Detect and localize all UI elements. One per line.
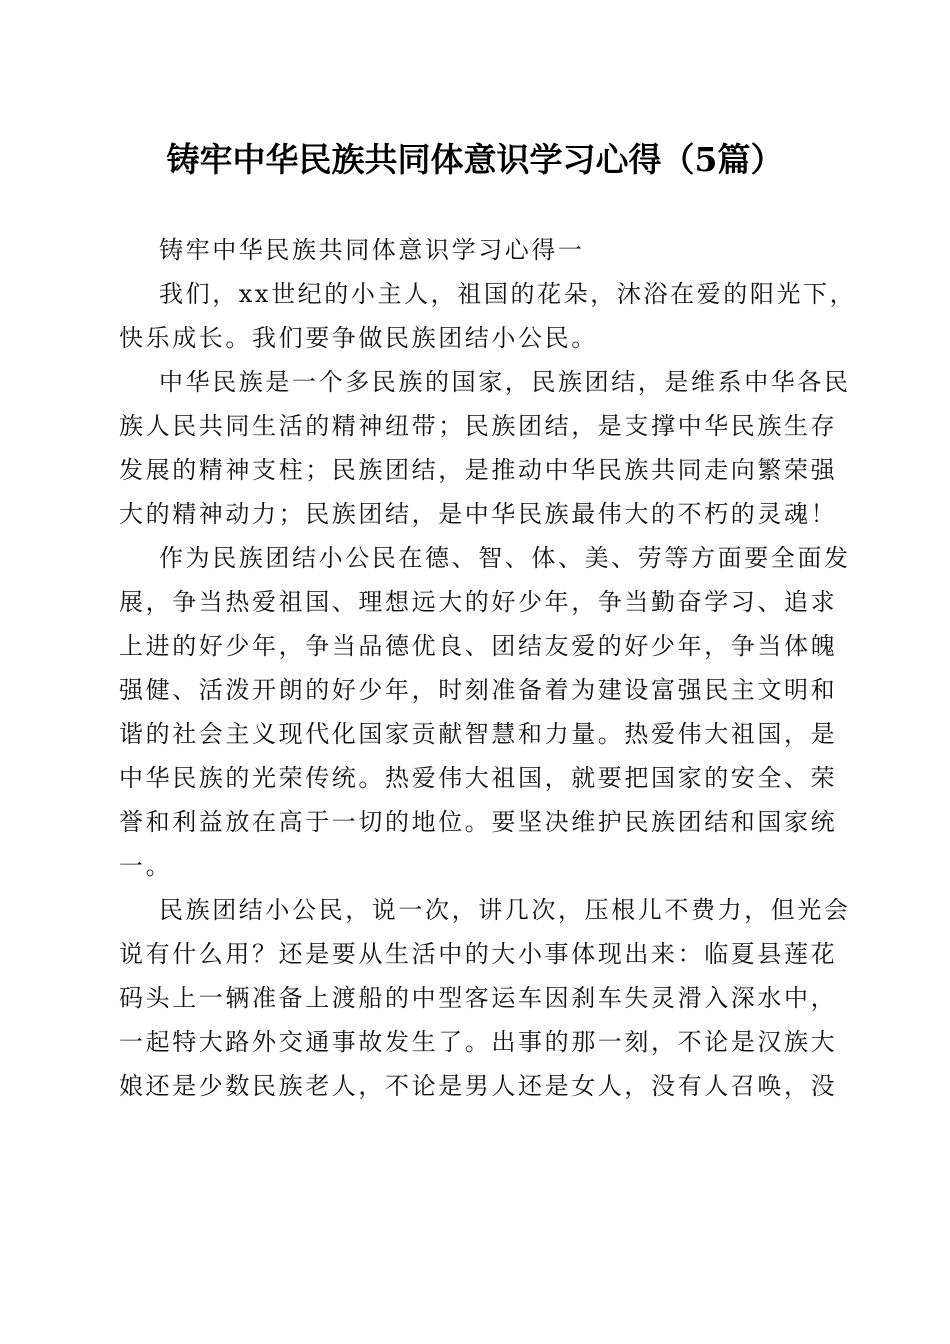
- paragraph-line: 中华民族的光荣传统。热爱伟大祖国，就要把国家的安全、荣: [119, 764, 838, 792]
- paragraph-line: 一起特大路外交通事故发生了。出事的那一刻，不论是汉族大: [119, 1028, 838, 1056]
- paragraph-line: 誉和利益放在高于一切的地位。要坚决维护民族团结和国家统: [119, 808, 838, 836]
- paragraph-line: 中华民族是一个多民族的国家，民族团结，是维系中华各民: [159, 368, 851, 396]
- paragraph-line: 展，争当热爱祖国、理想远大的好少年，争当勤奋学习、追求: [119, 588, 838, 616]
- paragraph-line: 我们，xx世纪的小主人，祖国的花朵，沐浴在爱的阳光下，: [159, 280, 857, 308]
- paragraph: [119, 888, 851, 1108]
- paragraph: [119, 536, 851, 888]
- paragraph: [119, 272, 857, 360]
- paragraph-line: 娘还是少数民族老人，不论是男人还是女人，没有人召唤，没: [119, 1072, 838, 1100]
- paragraph-line: 强健、活泼开朗的好少年，时刻准备着为建设富强民主文明和: [119, 676, 838, 704]
- document-title: 铸牢中华民族共同体意识学习心得（5篇）: [166, 140, 784, 179]
- paragraph-line: 族人民共同生活的精神纽带；民族团结，是支撑中华民族生存: [119, 412, 838, 440]
- paragraph-line: 民族团结小公民，说一次，讲几次，压根儿不费力，但光会: [159, 896, 851, 924]
- paragraph-line: 作为民族团结小公民在德、智、体、美、劳等方面要全面发: [159, 544, 851, 572]
- paragraph-line: 说有什么用？还是要从生活中的大小事体现出来：临夏县莲花: [119, 940, 838, 968]
- paragraph-line: 发展的精神支柱；民族团结，是推动中华民族共同走向繁荣强: [119, 456, 838, 484]
- paragraph-line: 谐的社会主义现代化国家贡献智慧和力量。热爱伟大祖国，是: [119, 720, 838, 748]
- paragraph-line: 码头上一辆准备上渡船的中型客运车因刹车失灵滑入深水中，: [119, 984, 838, 1012]
- paragraph-line: 大的精神动力；民族团结，是中华民族最伟大的不朽的灵魂！: [119, 500, 838, 528]
- document-body: [119, 228, 857, 1108]
- section-heading-text: 铸牢中华民族共同体意识学习心得一: [159, 236, 585, 264]
- paragraph-line: 上进的好少年，争当品德优良、团结友爱的好少年，争当体魄: [119, 632, 838, 660]
- paragraph-line: 一。: [119, 852, 173, 880]
- paragraph: [119, 360, 851, 536]
- section-heading: [119, 228, 831, 272]
- paragraph-line: 快乐成长。我们要争做民族团结小公民。: [119, 324, 598, 352]
